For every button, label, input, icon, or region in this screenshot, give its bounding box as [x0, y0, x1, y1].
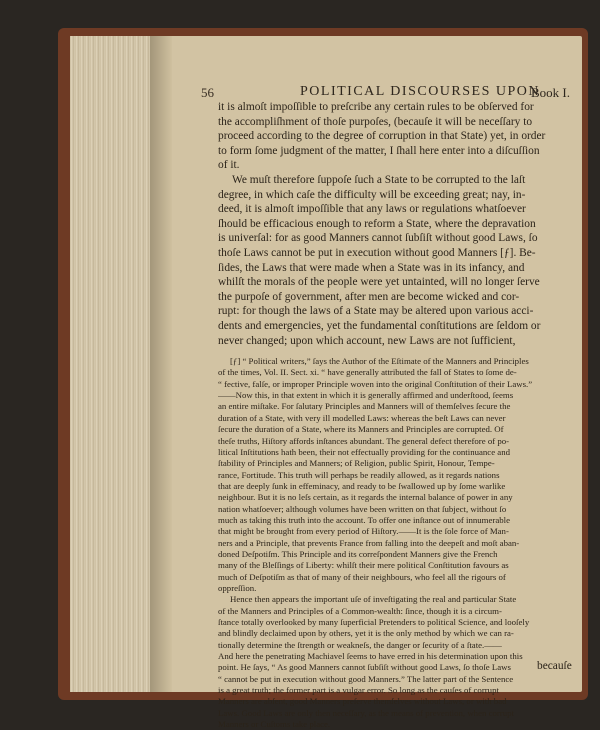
page-text: [218, 100, 570, 730]
footnote-line: “ fective, falſe, or improper Principle woven into the original Conſtitution of their Laws.”: [218, 378, 533, 389]
body-line: never changed; upon which account, new Laws are not ſufficient,: [218, 334, 516, 347]
footnote-line: of the Manners and Principles of a Common-wealth: ſince, though it is a circum-: [218, 605, 502, 616]
footnote: [218, 356, 570, 730]
body-line: whilſt the morals of the people were yet untainted, will no longer ſerve: [218, 276, 540, 289]
body-line: We muſt therefore ſuppoſe ſuch a State to be corrupted to the laſt: [232, 173, 526, 186]
footnote-line: ——Now this, in that extent in which it is generally affirmed and underſtood, ſeems: [218, 390, 514, 401]
footnote-line: and blindly declaimed upon by others, yet it is the only method by which we can ra-: [218, 628, 514, 639]
footnote-line: tionally determine the ſtrength or weakneſs, the danger or ſecurity of a ſtate.——: [218, 639, 502, 650]
footnote-line: ſecure the duration of a State, where its Manners and Principles are corrupted. Of: [218, 424, 504, 435]
footnote-line: litical Inſtitutions hath been, their not effectually providing for the continuance and: [218, 446, 511, 457]
footnote-line: ſtance totally overlooked by many ſuperficial Pretenders to political Science, and looſely: [218, 617, 530, 627]
body-line: degree, in which caſe the difficulty will be exceeding great; nay, in-: [218, 188, 526, 201]
footnote-line: And here the penetrating Machiavel ſeems to have erred in his determination upon this: [218, 651, 523, 662]
footnote-line: Laws. Good Laws are only then neceſſary, as the means of prevention, when corrupt: [218, 707, 514, 718]
body-text: [218, 100, 570, 348]
footnote-line: of the times, Vol. II. Sect. xi. “ have generally attributed the fall of States to ſome de-: [218, 367, 517, 378]
footnote-line: an entire miſtake. For ſalutary Principles and Manners will of themſelves ſecure the: [218, 401, 511, 412]
footnote-line: ners and a Principle, that prevents France from falling into the deepeſt and moſt aban-: [218, 537, 520, 548]
body-line: the purpoſe of government, after men are become wicked and cor-: [218, 290, 520, 303]
footnote-line: that are deeply ſunk in effeminacy, and ready to be ſwallowed up by ſome warlike: [218, 480, 506, 491]
footnote-line: Manners are abſent, good Manners preſerve themſelves without Laws, or with bad: [218, 696, 507, 707]
catchword: becauſe: [537, 660, 572, 672]
body-line: deed, it is almoſt impoſſible that any laws or regulations whatſoever: [218, 203, 526, 216]
body-line: rupt: for though the laws of a State may be altered upon various acci-: [218, 305, 534, 318]
body-line: dents and emergencies, yet the fundamental conſtitutions are ſeldom or: [218, 319, 541, 332]
footnote-line: Hence then appears the important uſe of inveſtigating the real and particular State: [230, 594, 517, 605]
footnote-line: rance, Fortitude. This truth will perhaps be readily allowed, as it regards nations: [218, 469, 500, 480]
footnote-line: neighbour. But it is no leſs certain, as it regards the internal balance of power in any: [218, 492, 513, 503]
footnote-line: much of Deſpotiſm as that of many of their neighbours, who feel all the rigours of: [218, 571, 506, 582]
footnote-line: [ƒ] “ Political writers,” ſays the Author of the Eſtimate of the Manners and Principles: [230, 356, 529, 367]
footnote-line: nation whatſoever; although volumes have been written on that ſubject, without ſo: [218, 503, 507, 514]
footnote-line: theſe truths, Hiſtory affords inſtances abundant. The general defect therefore of po-: [218, 435, 510, 446]
body-line: thoſe Laws cannot be put in execution without good Manners [ƒ]. Be-: [218, 246, 536, 259]
footnote-line: doned Deſpotiſm. This Principle and its correſpondent Manners give the French: [218, 548, 498, 559]
body-line: the accompliſhment of thoſe purpoſes, (becauſe it will be neceſſary to: [218, 115, 533, 128]
page-gutter: [150, 36, 172, 692]
footnote-line: much as taking this truth into the account. To offer one inſtance out of innumerable: [218, 514, 510, 525]
running-title: POLITICAL DISCOURSES UPON: [300, 84, 541, 99]
body-line: ſides, the Laws that were made when a State was in its infancy, and: [218, 261, 525, 274]
page-number: 56: [201, 85, 214, 100]
footnote-line: ſtability of Principles and Manners; of Religion, public Spirit, Honour, Tempe-: [218, 458, 495, 469]
footnote-line: duration of a State, with very ill modelled Laws: whereas the beſt Laws can never: [218, 412, 506, 423]
book-number: Book I.: [531, 85, 570, 100]
footnote-line: Manners or Cuſtoms take place.: [218, 719, 331, 730]
footnote-line: is a great truth; the former part is a vulgar error. So long as the cauſes of corrupt: [218, 685, 499, 696]
footnote-line: oppreſſion.: [218, 582, 257, 593]
footnote-line: that might be brought from every period of Hiſtory.——It is the ſole force of Man-: [218, 526, 509, 537]
body-line: it is almoſt impoſſible to preſcribe any certain rules to be obſerved for: [218, 101, 534, 113]
footnote-line: “ cannot be put in execution without good Manners.” The latter part of the Sentence: [218, 673, 514, 684]
footnote-line: point. He ſays, “ As good Manners cannot ſubſiſt without good Laws, ſo thoſe Laws: [218, 662, 511, 673]
page-edges: [70, 36, 150, 692]
body-line: is univerſal: for as good Manners cannot ſubſiſt without good Laws, ſo: [218, 232, 538, 245]
footnote-line: many of the Bleſſings of Liberty: whilſt their mere political Conſtitution favours as: [218, 560, 509, 571]
body-line: of it.: [218, 159, 240, 172]
body-line: proceed according to the degree of corruption in that State) yet, in order: [218, 130, 546, 143]
body-line: ſhould be efficacious enough to reform a State, where the depravation: [218, 217, 536, 230]
body-line: to form ſome judgment of the matter, I ſhall here enter into a diſcuſſion: [218, 144, 540, 157]
